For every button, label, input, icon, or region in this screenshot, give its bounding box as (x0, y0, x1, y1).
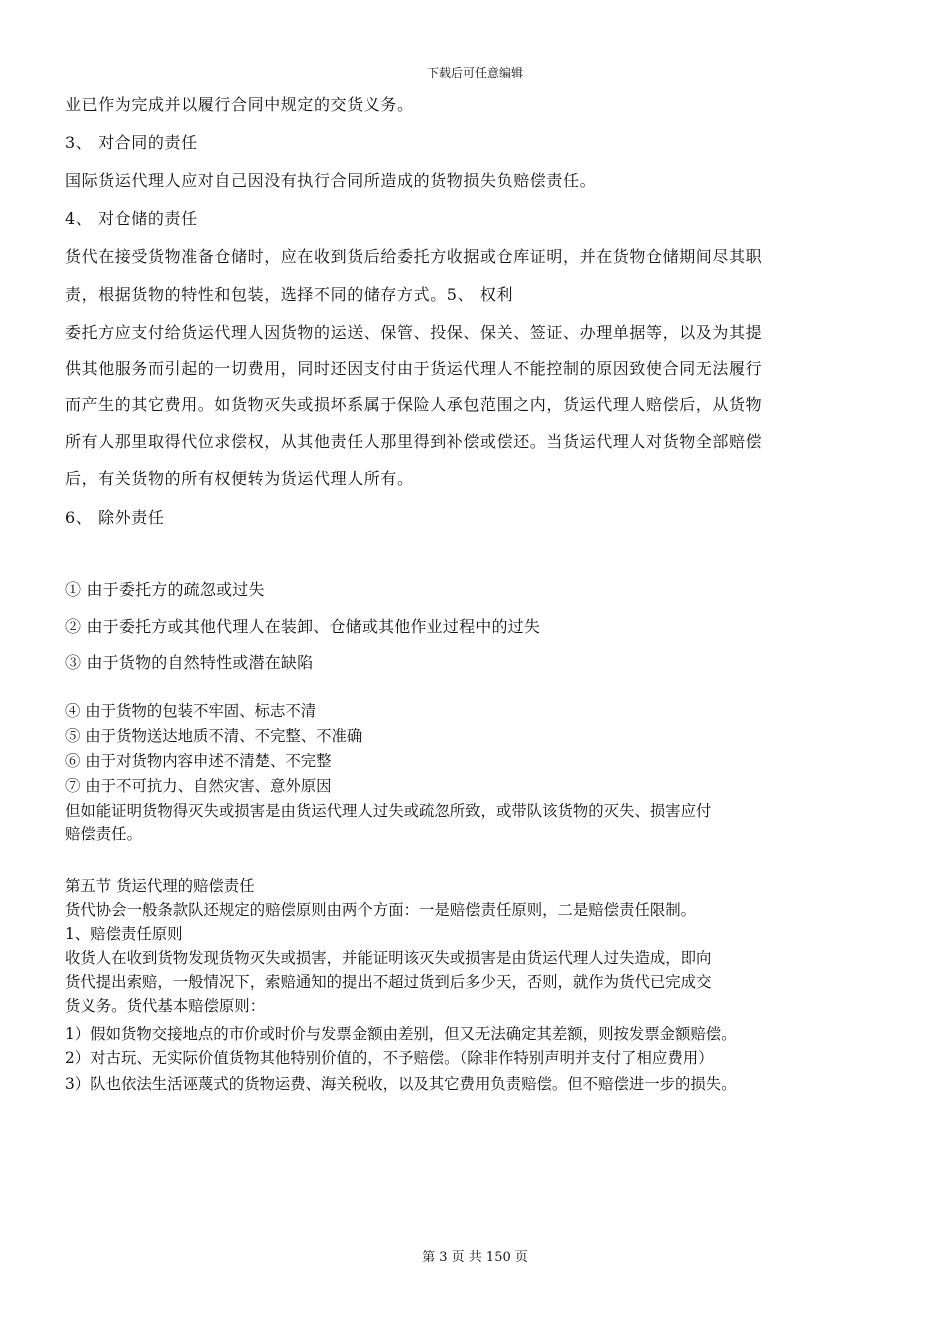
paragraph-line: 但如能证明货物得灭失或损害是由货运代理人过失或疏忽所致，或带队该货物的灭失、损害应付 (65, 802, 712, 820)
paragraph-line: 业已作为完成并以履行合同中规定的交货义务。 (65, 95, 414, 114)
list-item: ⑦ 由于不可抗力、自然灾害、意外原因 (65, 777, 332, 795)
paragraph-line: 货代提出索赔，一般情况下，索赔通知的提出不超过货到后多少天，否则，就作为货代已完成交 (65, 973, 712, 991)
paragraph-line: 货义务。货代基本赔偿原则： (65, 997, 266, 1015)
paragraph-line: 收货人在收到货物发现货物灭失或损害，并能证明该灭失或损害是由货运代理人过失造成，即向 (65, 949, 712, 967)
list-item: ⑤ 由于货物送达地质不清、不完整、不准确 (65, 727, 363, 745)
paragraph-line: 货代在接受货物准备仓储时，应在收到货后给委托方收据或仓库证明，并在货物仓储期间尽其职 (65, 247, 763, 266)
list-item: ⑥ 由于对货物内容申述不清楚、不完整 (65, 752, 332, 770)
paragraph-line: 赔偿责任。 (65, 825, 142, 843)
list-item: ③ 由于货物的自然特性或潜在缺陷 (65, 653, 314, 672)
paragraph-line: 货代协会一般条款队还规定的赔偿原则由两个方面：一是赔偿责任原则，二是赔偿责任限制。 (65, 901, 697, 919)
paragraph-line: 3）队也依法生活诬蔑式的货物运费、海关税收，以及其它费用负责赔偿。但不赔偿进一步的损失。 (65, 1075, 737, 1093)
paragraph-line: 2）对古玩、无实际价值货物其他特别价值的，不予赔偿。（除非作特别声明并支付了相应费用） (65, 1049, 714, 1067)
paragraph-line: 供其他服务而引起的一切费用，同时还因支付由于货运代理人不能控制的原因致使合同无法履行 (65, 359, 763, 378)
list-item: ② 由于委托方或其他代理人在装卸、仓储或其他作业过程中的过失 (65, 617, 541, 636)
subsection-heading: 1、赔偿责任原则 (65, 925, 183, 943)
paragraph-line: 责，根据货物的特性和包装，选择不同的储存方式。5、 权利 (65, 285, 514, 304)
section-title: 第五节 货运代理的赔偿责任 (65, 877, 255, 895)
section-heading-contract: 3、 对合同的责任 (65, 133, 198, 152)
paragraph-line: 国际货运代理人应对自己因没有执行合同所造成的货物损失负赔偿责任。 (65, 171, 597, 190)
paragraph-line: 后，有关货物的所有权便转为货运代理人所有。 (65, 469, 414, 488)
page-header: 下载后可任意编辑 (426, 66, 523, 80)
paragraph-line: 委托方应支付给货运代理人因货物的运送、保管、投保、保关、签证、办理单据等，以及为其提 (65, 323, 763, 342)
paragraph-line: 所有人那里取得代位求偿权，从其他责任人那里得到补偿或偿还。当货运代理人对货物全部赔偿 (65, 432, 763, 451)
paragraph-line: 1）假如货物交接地点的市价或时价与发票金额由差别，但又无法确定其差额，则按发票金额赔偿。 (65, 1025, 737, 1043)
section-heading-exclusions: 6、 除外责任 (65, 508, 165, 527)
list-item: ④ 由于货物的包装不牢固、标志不清 (65, 702, 317, 720)
page-footer: 第 3 页 共 150 页 (422, 1250, 528, 1265)
list-item: ① 由于委托方的疏忽或过失 (65, 580, 265, 599)
paragraph-line: 而产生的其它费用。如货物灭失或损坏系属于保险人承包范围之内，货运代理人赔偿后，从货物 (65, 395, 763, 414)
section-heading-storage: 4、 对仓储的责任 (65, 209, 198, 228)
